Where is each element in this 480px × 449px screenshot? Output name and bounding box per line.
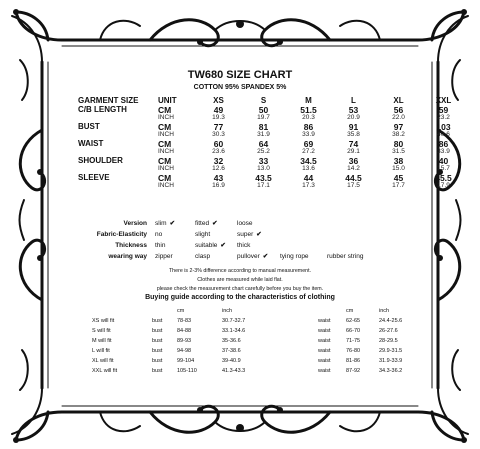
guide-bust-label: bust <box>152 318 163 324</box>
guide-bust-inch: 37-38.6 <box>222 348 241 354</box>
guide-bust-cm: 84-88 <box>177 328 192 334</box>
guide-waist-cm: 62-65 <box>346 318 361 324</box>
buying-guide-title: Buying guide according to the characteristics of clothing <box>145 294 335 301</box>
feature-label: Fabric-Elasticity <box>96 231 147 238</box>
note-difference: There is 2-3% difference according to manual measurement. <box>168 268 312 274</box>
unit-cm: CM <box>158 121 172 132</box>
guide-bust-inch: 33.1-34.6 <box>222 328 246 334</box>
guide-size: XS will fit <box>92 318 115 324</box>
check-icon: ✔ <box>256 231 262 238</box>
measurement-label: WAIST <box>78 138 104 148</box>
feature-option: suitable ✔ <box>195 242 226 249</box>
guide-unit-cm: cm <box>177 308 185 314</box>
unit-inch: INCH <box>158 165 174 172</box>
measurement-label: SHOULDER <box>78 155 123 165</box>
guide-waist-inch: 34.3-36.2 <box>379 368 403 374</box>
guide-waist-label: waist <box>318 318 331 324</box>
value-cell: 50 <box>258 104 269 115</box>
measurement-label: C/B LENGTH <box>78 104 127 114</box>
value-cell: 40 <box>438 155 449 166</box>
unit-cm: CM <box>158 172 172 183</box>
feature-option: rubber string <box>327 253 364 260</box>
value-cell: 19.3 <box>212 114 225 121</box>
measurement-row-inch <box>78 182 466 191</box>
value-cell: 80 <box>393 138 404 149</box>
measurement-label: BUST <box>78 121 100 131</box>
garment-size-label: GARMENT SIZE <box>78 96 139 105</box>
check-icon: ✔ <box>169 220 176 227</box>
feature-option: thin <box>155 242 166 249</box>
measurement-row-cm <box>78 106 466 115</box>
measurement-row-cm <box>78 157 466 166</box>
guide-waist-cm: 71-75 <box>346 338 361 344</box>
guide-waist-cm: 81-86 <box>346 358 361 364</box>
guide-unit-inch: inch <box>222 308 233 314</box>
feature-option: pullover ✔ <box>237 253 269 260</box>
measurement-row-inch <box>78 165 466 174</box>
guide-size: M will fit <box>92 338 112 344</box>
value-cell: 43 <box>213 172 224 183</box>
feature-option: loose <box>237 220 253 227</box>
guide-waist-inch: 29.9-31.5 <box>379 348 403 354</box>
note-check-chart: please check the measurement chart carefully before you buy the item. <box>156 286 324 292</box>
value-cell: 17.5 <box>347 182 360 189</box>
guide-waist-cm: 66-70 <box>346 328 361 334</box>
guide-waist-cm: 87-92 <box>346 368 361 374</box>
value-cell: 19.7 <box>257 114 270 121</box>
value-cell: 30.3 <box>212 131 225 138</box>
guide-bust-cm: 78-83 <box>177 318 192 324</box>
value-cell: 17.3 <box>302 182 315 189</box>
unit-header: UNIT <box>158 96 177 105</box>
size-header-cell: M <box>305 96 312 105</box>
value-cell: 38.2 <box>392 131 405 138</box>
value-cell: 91 <box>348 121 359 132</box>
unit-inch: INCH <box>158 131 174 138</box>
guide-waist-inch: 26-27.6 <box>379 328 398 334</box>
guide-size: S will fit <box>92 328 111 334</box>
guide-waist-label: waist <box>318 368 331 374</box>
value-cell: 22.0 <box>392 114 405 121</box>
value-cell: 23.2 <box>437 114 450 121</box>
size-header-cell: L <box>351 96 356 105</box>
guide-waist-label: waist <box>318 328 331 334</box>
check-icon: ✔ <box>262 253 269 260</box>
value-cell: 86 <box>303 121 314 132</box>
feature-option: fitted ✔ <box>195 220 218 227</box>
value-cell: 17.9 <box>437 182 450 189</box>
feature-option: zipper <box>155 253 173 260</box>
check-icon: ✔ <box>212 220 218 227</box>
measurement-row-inch <box>78 114 466 123</box>
guide-bust-label: bust <box>152 358 163 364</box>
value-cell: 15.0 <box>392 165 405 172</box>
value-cell: 36 <box>348 155 359 166</box>
guide-bust-cm: 105-110 <box>177 368 197 374</box>
guide-bust-inch: 41.3-43.3 <box>222 368 246 374</box>
feature-option: super ✔ <box>237 231 262 238</box>
size-table <box>78 97 466 191</box>
guide-bust-cm: 99-104 <box>177 358 195 364</box>
value-cell: 31.5 <box>392 148 405 155</box>
feature-option: tying rope <box>280 253 309 260</box>
guide-bust-cm: 94-98 <box>177 348 192 354</box>
unit-cm: CM <box>158 138 172 149</box>
value-cell: 12.6 <box>212 165 225 172</box>
value-cell: 40.6 <box>437 131 450 138</box>
value-cell: 43.5 <box>255 172 272 183</box>
guide-size: XXL will fit <box>92 368 118 374</box>
value-cell: 97 <box>393 121 404 132</box>
guide-waist-label: waist <box>318 348 331 354</box>
measurement-row-cm <box>78 174 466 183</box>
guide-waist-inch: 28-29.5 <box>379 338 398 344</box>
value-cell: 103 <box>436 121 451 132</box>
value-cell: 45 <box>393 172 404 183</box>
guide-size: XL will fit <box>92 358 114 364</box>
guide-unit-cm: cm <box>346 308 354 314</box>
size-header-cell: XL <box>393 96 404 105</box>
feature-label: wearing way <box>108 253 147 260</box>
value-cell: 49 <box>213 104 224 115</box>
guide-size: L will fit <box>92 348 110 354</box>
measurement-row-inch <box>78 148 466 157</box>
value-cell: 86 <box>438 138 449 149</box>
value-cell: 74 <box>348 138 359 149</box>
value-cell: 51.5 <box>300 104 317 115</box>
measurement-label: SLEEVE <box>78 172 110 182</box>
value-cell: 35.8 <box>347 131 360 138</box>
size-header-row <box>78 97 466 106</box>
value-cell: 44 <box>303 172 314 183</box>
feature-option: slight <box>195 231 211 238</box>
value-cell: 20.9 <box>347 114 360 121</box>
guide-bust-cm: 89-93 <box>177 338 192 344</box>
value-cell: 45.5 <box>435 172 452 183</box>
size-header-cell: XS <box>213 96 224 105</box>
measurement-row-inch <box>78 131 466 140</box>
unit-cm: CM <box>158 155 172 166</box>
guide-waist-label: waist <box>318 358 331 364</box>
value-cell: 32 <box>213 155 224 166</box>
guide-unit-inch: inch <box>379 308 390 314</box>
value-cell: 17.7 <box>392 182 405 189</box>
unit-inch: INCH <box>158 182 174 189</box>
value-cell: 15.7 <box>437 165 450 172</box>
value-cell: 69 <box>303 138 314 149</box>
chart-title: TW680 SIZE CHART <box>187 69 293 81</box>
feature-label: Version <box>123 220 147 227</box>
value-cell: 29.1 <box>347 148 360 155</box>
guide-bust-label: bust <box>152 328 163 334</box>
feature-label: Thickness <box>115 242 147 249</box>
measurement-row-cm <box>78 123 466 132</box>
size-header-cell: S <box>260 96 267 105</box>
value-cell: 27.2 <box>302 148 315 155</box>
size-header-cell: XXL <box>435 96 452 105</box>
value-cell: 33.9 <box>302 131 315 138</box>
value-cell: 16.9 <box>212 182 225 189</box>
value-cell: 44.5 <box>345 172 362 183</box>
value-cell: 33.9 <box>437 148 450 155</box>
value-cell: 20.3 <box>302 114 315 121</box>
value-cell: 64 <box>258 138 269 149</box>
guide-waist-label: waist <box>318 338 331 344</box>
feature-option: no <box>155 231 163 238</box>
check-icon: ✔ <box>220 242 226 249</box>
guide-bust-inch: 30.7-32.7 <box>222 318 246 324</box>
value-cell: 56 <box>393 104 404 115</box>
feature-option: slim ✔ <box>155 220 176 227</box>
feature-option: thick <box>237 242 251 249</box>
value-cell: 33 <box>258 155 269 166</box>
value-cell: 34.5 <box>300 155 317 166</box>
value-cell: 53 <box>348 104 359 115</box>
unit-cm: CM <box>158 104 172 115</box>
feature-option: clasp <box>195 253 211 260</box>
measurement-row-cm <box>78 140 466 149</box>
value-cell: 77 <box>213 121 224 132</box>
value-cell: 60 <box>213 138 224 149</box>
unit-inch: INCH <box>158 114 174 121</box>
value-cell: 38 <box>393 155 404 166</box>
guide-waist-inch: 24.4-25.6 <box>379 318 403 324</box>
value-cell: 23.6 <box>212 148 225 155</box>
guide-bust-label: bust <box>152 348 163 354</box>
value-cell: 59 <box>438 104 449 115</box>
guide-waist-cm: 76-80 <box>346 348 361 354</box>
value-cell: 17.1 <box>257 182 270 189</box>
fabric-subtitle: COTTON 95% SPANDEX 5% <box>193 84 287 91</box>
value-cell: 31.9 <box>257 131 270 138</box>
guide-waist-inch: 31.9-33.9 <box>379 358 403 364</box>
guide-bust-label: bust <box>152 338 163 344</box>
guide-bust-inch: 35-36.6 <box>222 338 241 344</box>
value-cell: 81 <box>258 121 269 132</box>
guide-bust-label: bust <box>152 368 163 374</box>
value-cell: 25.2 <box>257 148 270 155</box>
note-measured-flat: Clothes are measured while laid flat. <box>197 277 283 283</box>
value-cell: 13.6 <box>302 165 315 172</box>
value-cell: 13.0 <box>257 165 270 172</box>
unit-inch: INCH <box>158 148 174 155</box>
value-cell: 14.2 <box>347 165 360 172</box>
guide-bust-inch: 39-40.9 <box>222 358 241 364</box>
